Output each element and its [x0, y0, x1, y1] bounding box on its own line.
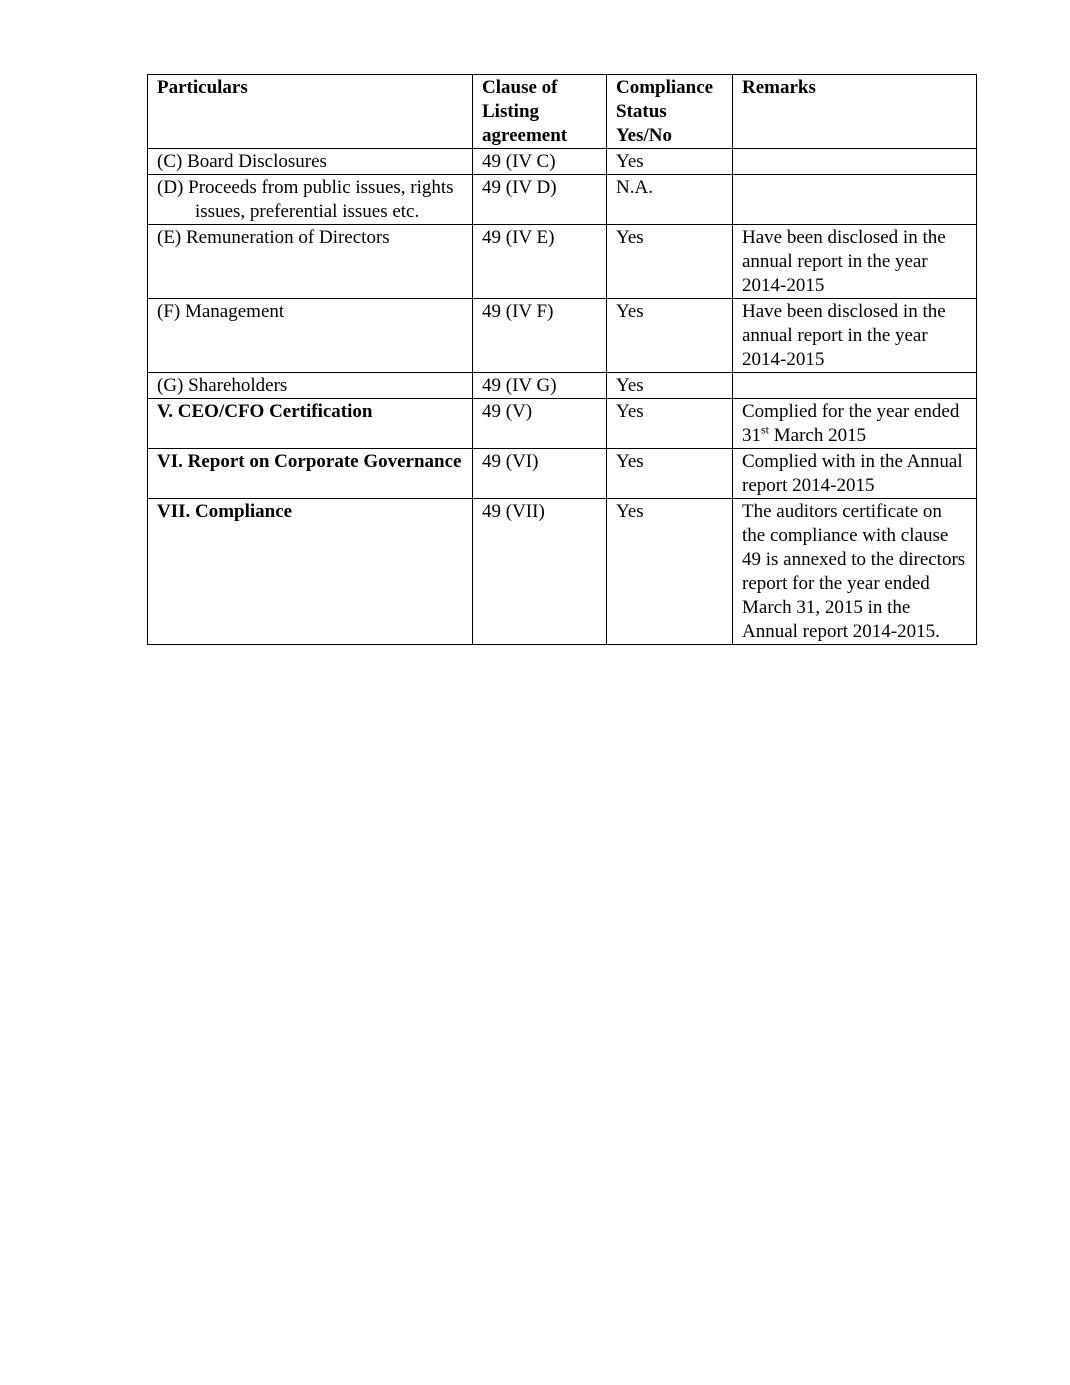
- cell-clause: 49 (IV E): [473, 225, 607, 299]
- table-row: [148, 175, 977, 225]
- cell-clause: 49 (IV G): [473, 373, 607, 399]
- cell-clause: 49 (V): [473, 399, 607, 449]
- table-row: [148, 373, 977, 399]
- table-row: [148, 499, 977, 645]
- cell-remarks: [733, 175, 977, 225]
- table-row: [148, 149, 977, 175]
- header-status: Compliance Status Yes/No: [607, 75, 733, 149]
- cell-status: Yes: [607, 225, 733, 299]
- cell-status: Yes: [607, 449, 733, 499]
- cell-clause: 49 (IV F): [473, 299, 607, 373]
- cell-particulars: (D) Proceeds from public issues, rights issues, preferential issues etc.: [148, 175, 473, 225]
- header-particulars: Particulars: [148, 75, 473, 149]
- cell-status: Yes: [607, 499, 733, 645]
- table-row: [148, 399, 977, 449]
- table-row: [148, 299, 977, 373]
- cell-particulars: (G) Shareholders: [148, 373, 473, 399]
- cell-clause: 49 (IV C): [473, 149, 607, 175]
- cell-clause: 49 (VI): [473, 449, 607, 499]
- cell-particulars: (C) Board Disclosures: [148, 149, 473, 175]
- cell-remarks: [733, 149, 977, 175]
- cell-particulars: (E) Remuneration of Directors: [148, 225, 473, 299]
- table-row: [148, 449, 977, 499]
- cell-remarks: [733, 399, 977, 449]
- cell-clause: 49 (VII): [473, 499, 607, 645]
- cell-particulars: (F) Management: [148, 299, 473, 373]
- compliance-table: [147, 74, 977, 645]
- cell-remarks: Have been disclosed in the annual report in the year 2014-2015: [733, 299, 977, 373]
- cell-remarks: The auditors certificate on the compliance with clause 49 is annexed to the directors report for the year ended March 31, 2015 in the Annual report 2014-2015.: [733, 499, 977, 645]
- table-row: [148, 225, 977, 299]
- cell-status: N.A.: [607, 175, 733, 225]
- cell-status: Yes: [607, 299, 733, 373]
- cell-status: Yes: [607, 373, 733, 399]
- remarks-text: March 2015: [769, 425, 867, 446]
- header-clause: Clause of Listing agreement: [473, 75, 607, 149]
- ordinal-suffix: st: [761, 422, 770, 437]
- cell-particulars: VII. Compliance: [148, 499, 473, 645]
- header-remarks: Remarks: [733, 75, 977, 149]
- cell-clause: 49 (IV D): [473, 175, 607, 225]
- cell-remarks: [733, 373, 977, 399]
- cell-remarks: Complied with in the Annual report 2014-2015: [733, 449, 977, 499]
- cell-remarks: Have been disclosed in the annual report in the year 2014-2015: [733, 225, 977, 299]
- cell-status: Yes: [607, 149, 733, 175]
- header-row: [148, 75, 977, 149]
- cell-particulars: V. CEO/CFO Certification: [148, 399, 473, 449]
- remarks-text: Complied for the year ended 31: [742, 401, 960, 446]
- cell-particulars: VI. Report on Corporate Governance: [148, 449, 473, 499]
- cell-status: Yes: [607, 399, 733, 449]
